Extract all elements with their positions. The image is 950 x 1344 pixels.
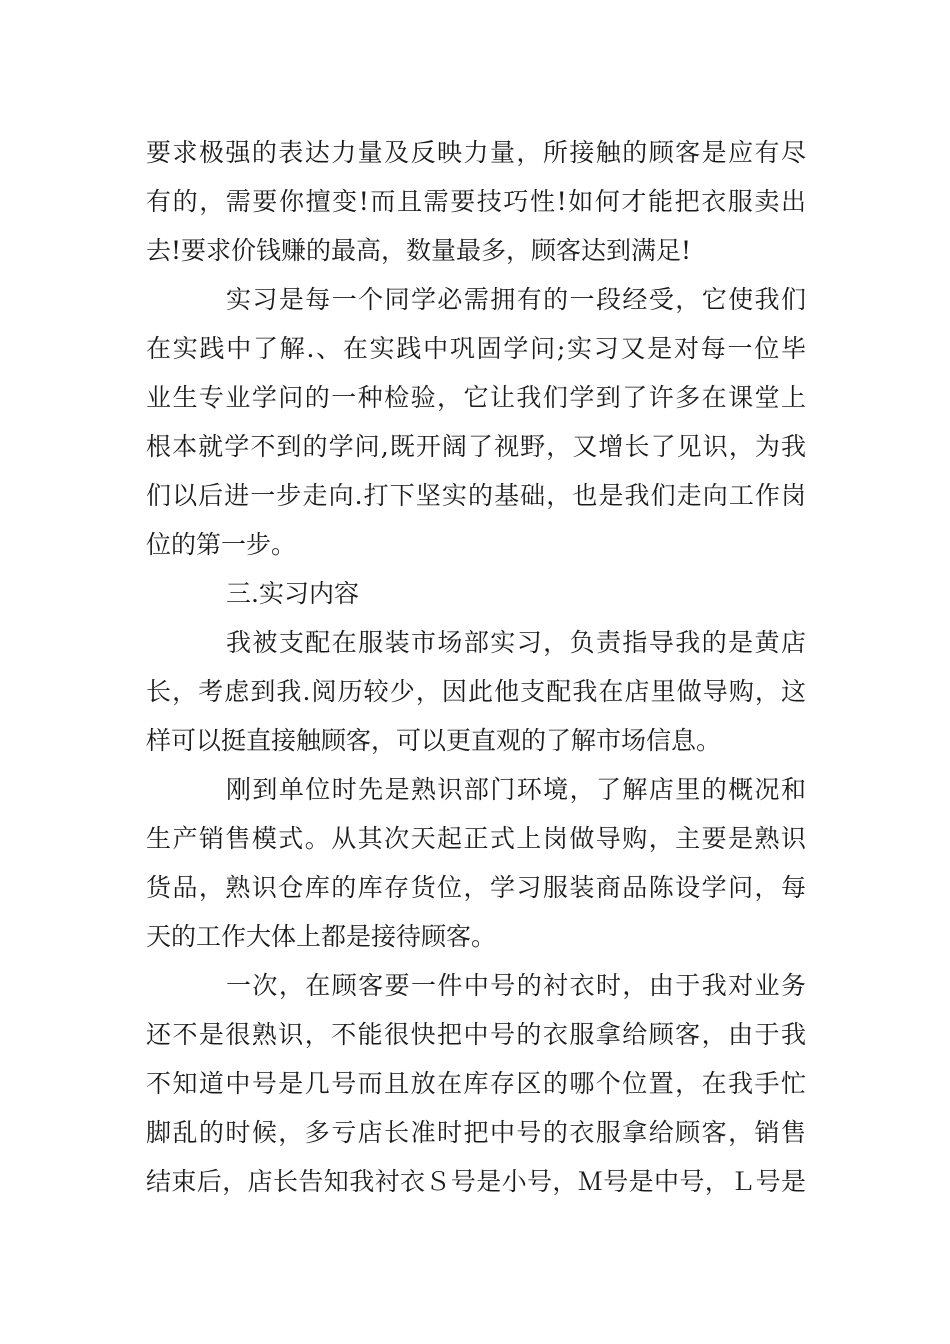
text-line: 位的第一步。 (146, 530, 297, 559)
text-line: 要求极强的表达力量及反映力量，所接触的顾客是应有尽 (146, 138, 806, 167)
text-line: 业生专业学问的一种检验，它让我们学到了许多在课堂上 (146, 383, 806, 412)
text-line: 结束后，店长告知我衬衣Ｓ号是小号，Ｍ号是中号，Ｌ号是 (146, 1167, 806, 1196)
paragraph-start-line: 实习是每一个同学必需拥有的一段经受，它使我们 (226, 285, 806, 314)
text-line: 脚乱的时候，多亏店长准时把中号的衣服拿给顾客，销售 (146, 1118, 806, 1147)
paragraph-start-line: 我被支配在服装市场部实习，负责指导我的是黄店 (226, 628, 806, 657)
text-line: 不知道中号是几号而且放在库存区的哪个位置，在我手忙 (146, 1069, 806, 1098)
text-line: 样可以挺直接触顾客，可以更直观的了解市场信息。 (146, 726, 722, 755)
text-line: 生产销售模式。从其次天起正式上岗做导购，主要是熟识 (146, 824, 806, 853)
paragraph-start-line: 刚到单位时先是熟识部门环境，了解店里的概况和 (226, 775, 806, 804)
text-line: 们以后进一步走向.打下坚实的基础，也是我们走向工作岗 (146, 481, 806, 510)
text-line: 有的，需要你擅变!而且需要技巧性!如何才能把衣服卖出 (146, 187, 806, 216)
body-text (146, 128, 806, 1206)
text-line: 去!要求价钱赚的最高，数量最多，顾客达到满足! (146, 236, 692, 265)
text-line: 根本就学不到的学问,既开阔了视野，又增长了见识，为我 (146, 432, 806, 461)
text-line: 在实践中了解.、在实践中巩固学问;实习又是对每一位毕 (146, 334, 806, 363)
text-line: 天的工作大体上都是接待顾客。 (146, 922, 497, 951)
paragraph-start-line: 一次，在顾客要一件中号的衬衣时，由于我对业务 (226, 971, 806, 1000)
section-heading: 三.实习内容 (226, 579, 359, 608)
text-line: 货品，熟识仓库的库存货位，学习服装商品陈设学问，每 (146, 873, 806, 902)
text-line: 长，考虑到我.阅历较少，因此他支配我在店里做导购，这 (146, 677, 806, 706)
text-line: 还不是很熟识，不能很快把中号的衣服拿给顾客，由于我 (146, 1020, 806, 1049)
